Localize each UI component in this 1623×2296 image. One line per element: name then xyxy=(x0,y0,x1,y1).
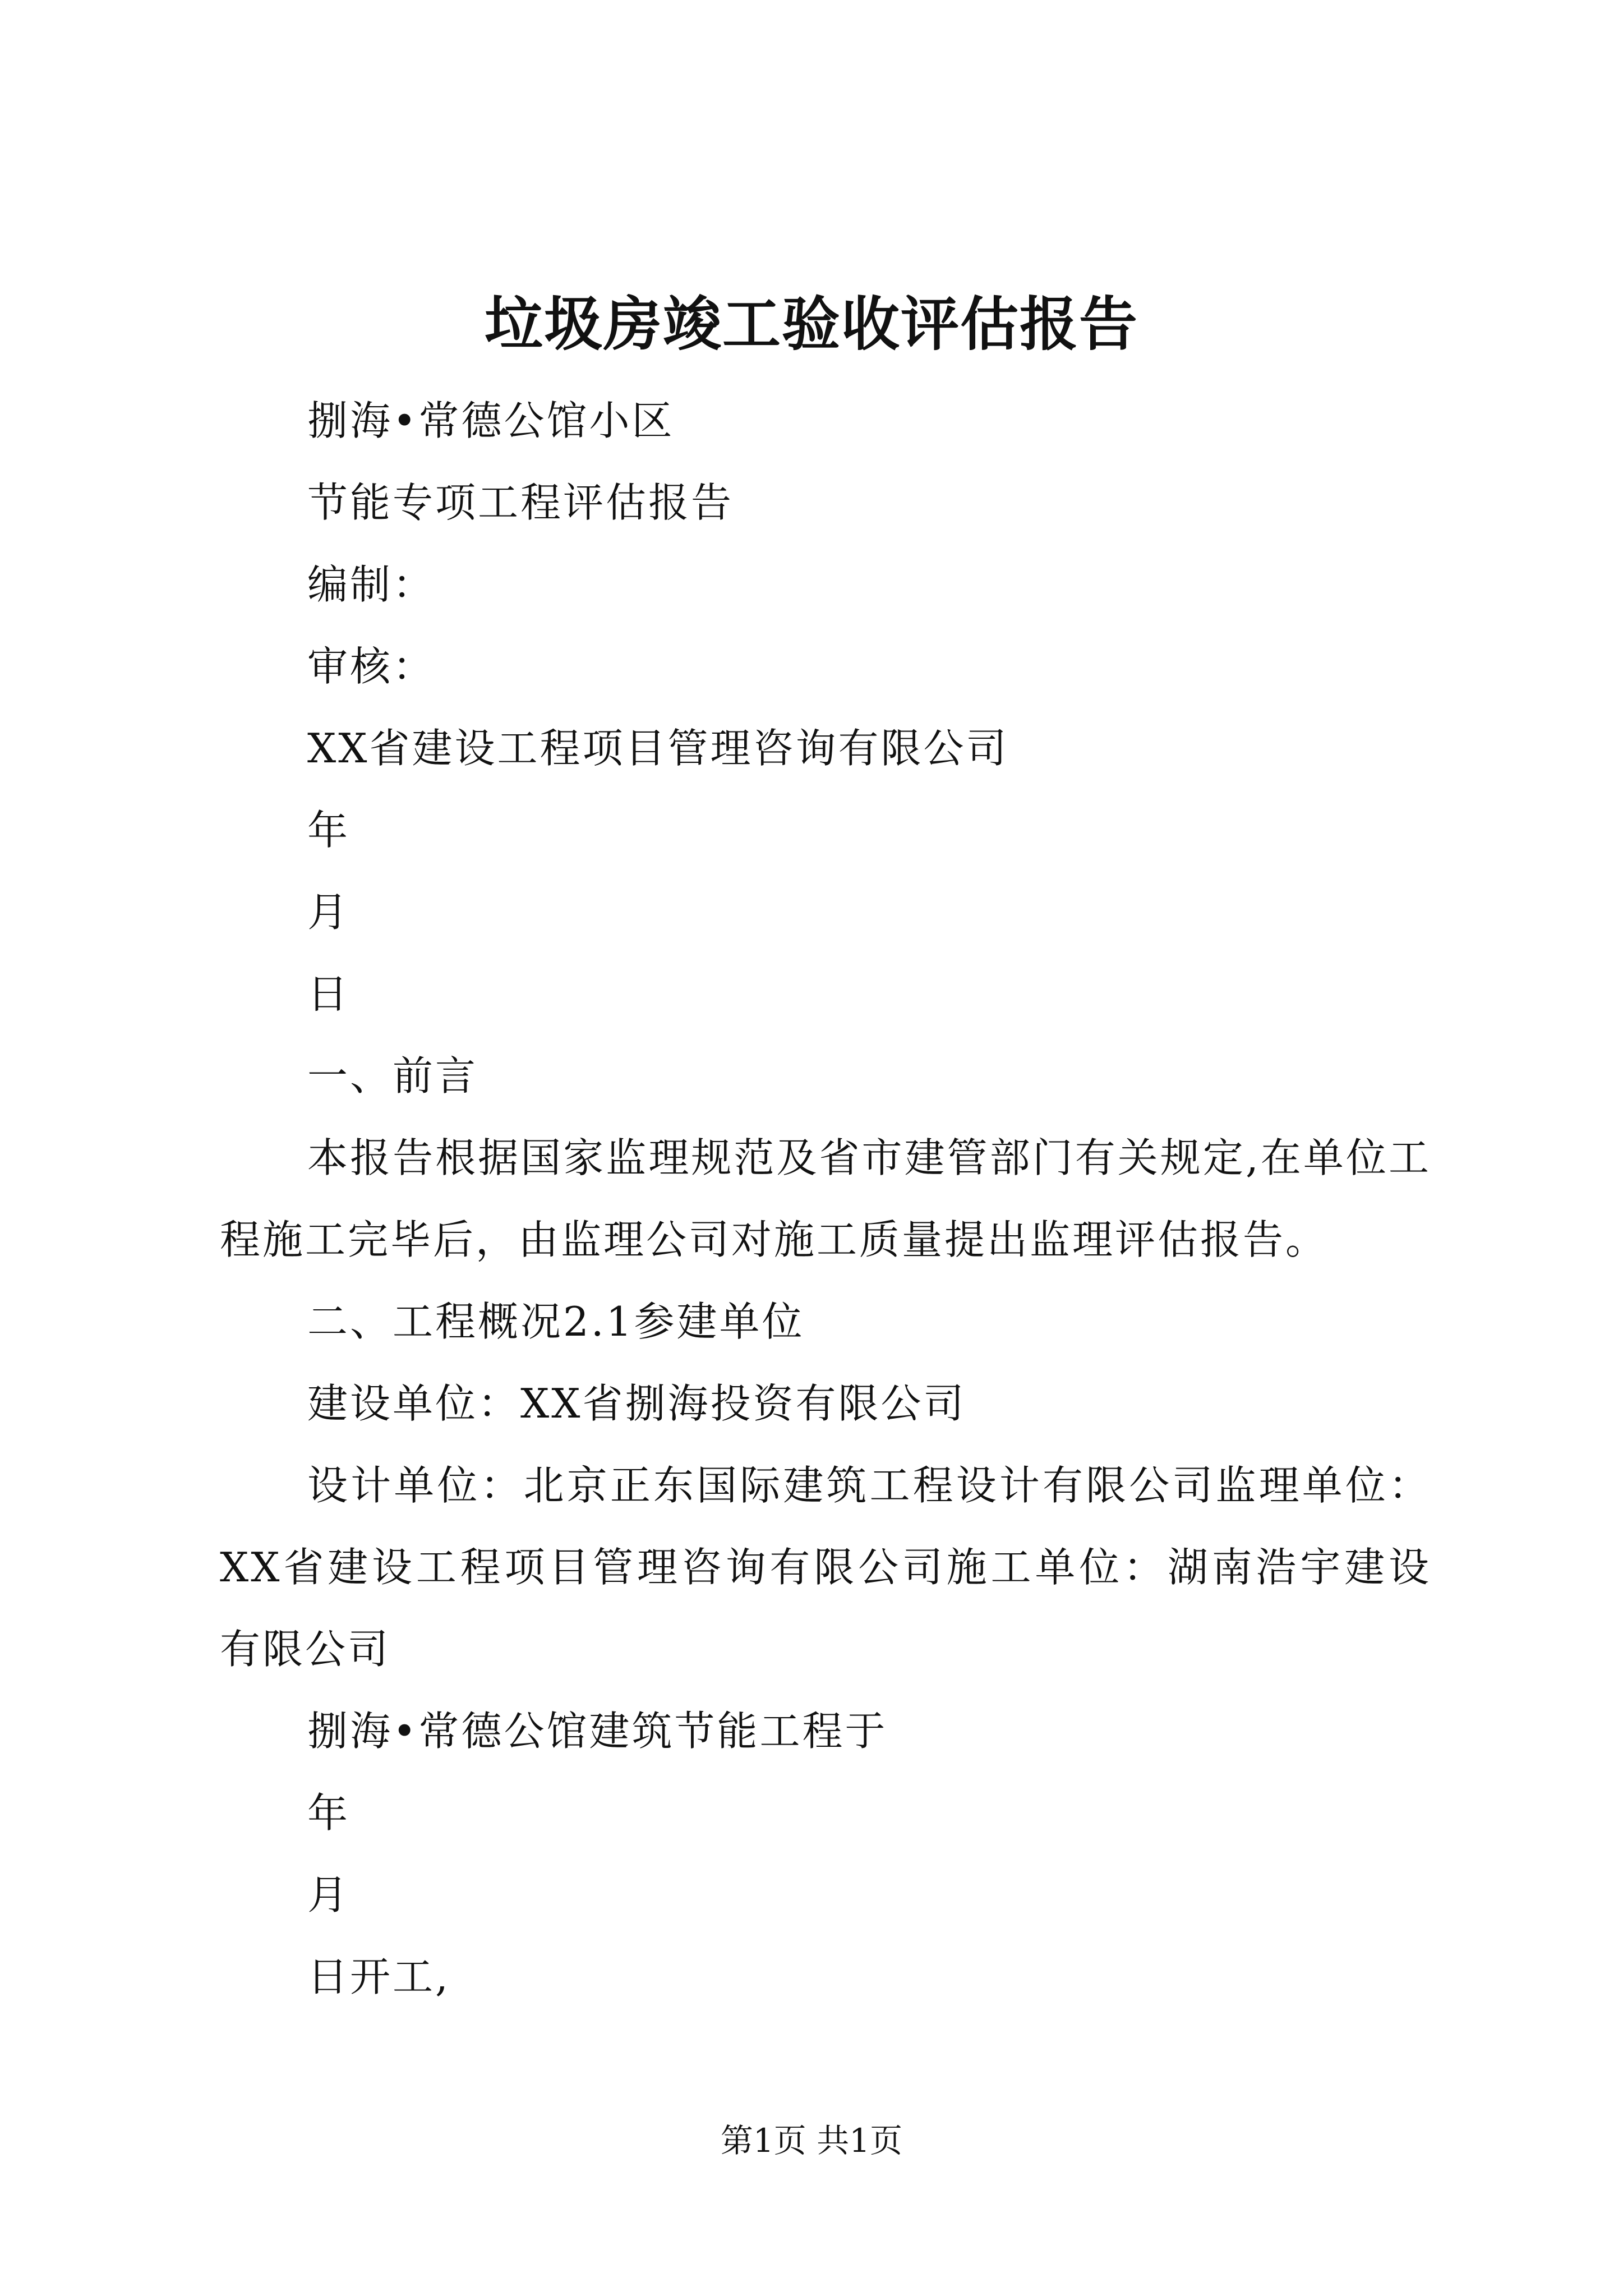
compiled-by-line: 编制： xyxy=(307,561,436,608)
document-title: 垃圾房竣工验收评估报告 xyxy=(484,289,1138,358)
units-paragraph: 设计单位：北京正东国际建筑工程设计有限公司监理单位：XX省建设工程项目管理咨询有限公司施工单位：湖南浩宇建设有限公司 xyxy=(220,1462,1431,1673)
project-name-line: 捌海•常德公馆小区 xyxy=(307,397,675,444)
start-day-line: 日开工, xyxy=(307,1953,450,2000)
year-line: 年 xyxy=(307,807,351,854)
reviewed-by-line: 审核： xyxy=(307,643,436,690)
start-year-line: 年 xyxy=(307,1789,351,1837)
preface-paragraph: 本报告根据国家监理规范及省市建管部门有关规定,在单位工程施工完毕后，由监理公司对施工质量提出监理评估报告。 xyxy=(220,1134,1431,1263)
report-subtitle-line: 节能专项工程评估报告 xyxy=(307,479,734,526)
month-line: 月 xyxy=(307,889,351,936)
document-body xyxy=(220,380,1431,2018)
start-work-line: 捌海•常德公馆建筑节能工程于 xyxy=(307,1708,888,1755)
section1-heading: 一、前言 xyxy=(307,1052,478,1099)
construction-unit-line: 建设单位：XX省捌海投资有限公司 xyxy=(307,1380,966,1427)
start-month-line: 月 xyxy=(307,1871,351,1918)
section2-heading: 二、工程概况2.1参建单位 xyxy=(307,1298,805,1345)
page-footer: 第1页 共1页 xyxy=(720,2122,903,2160)
day-line: 日 xyxy=(307,970,351,1018)
company-line: XX省建设工程项目管理咨询有限公司 xyxy=(307,725,1009,772)
